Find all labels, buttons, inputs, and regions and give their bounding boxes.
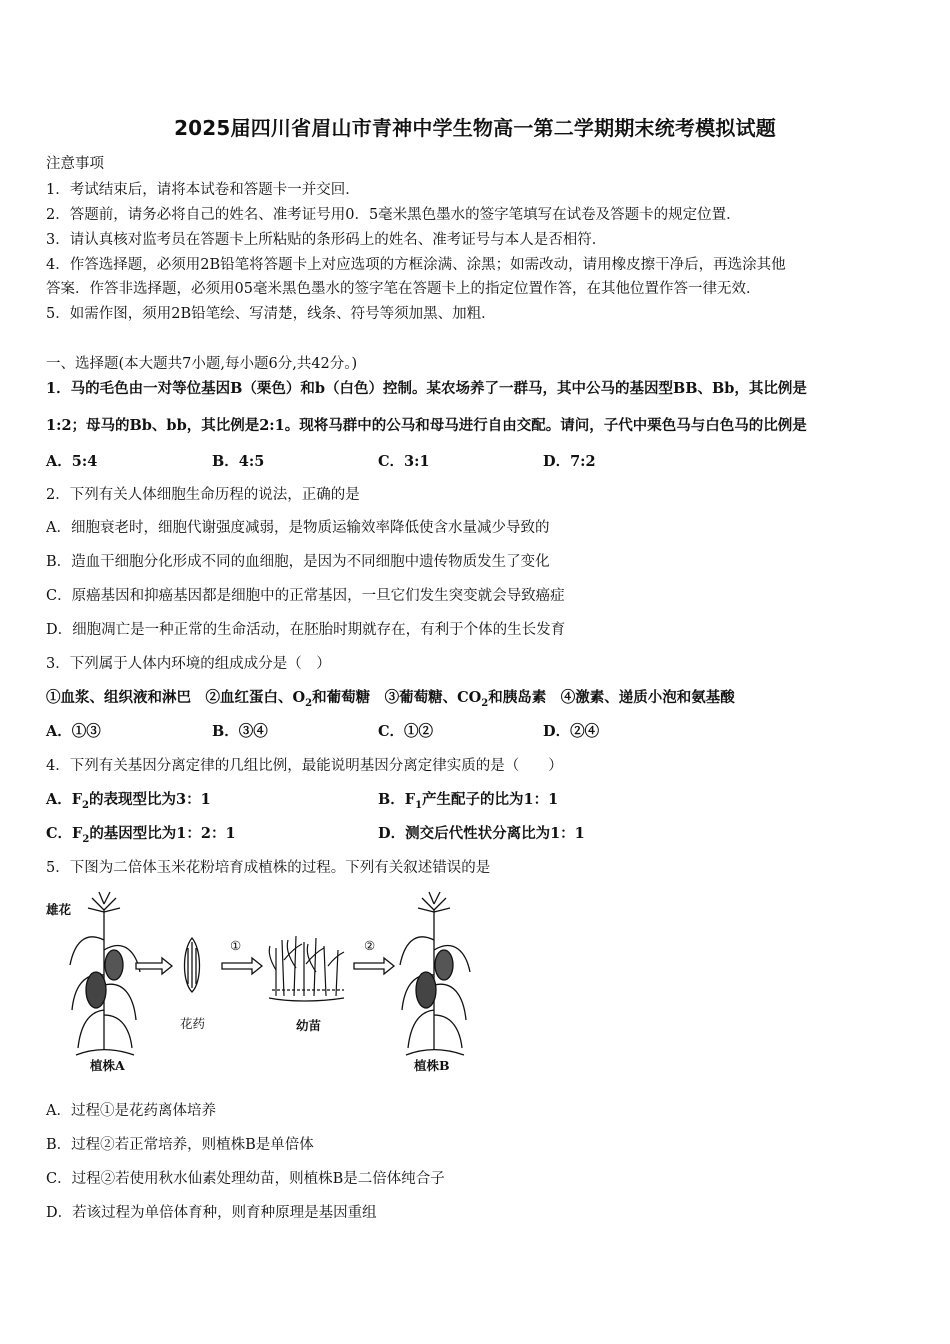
q5-option-c: C．过程②若使用秋水仙素处理幼苗，则植株B是二倍体纯合子 [46, 1171, 445, 1187]
q3-items-part: 和葡萄糖 ③葡萄糖、CO [312, 689, 482, 706]
q1-stem-line2: 1:2；母马的Bb、bb，其比例是2:1。现将马群中的公马和母马进行自由交配。请问，子代中栗色马与白色马的比例是 [46, 417, 807, 434]
section-header: 一、选择题(本大题共7小题,每小题6分,共42分。) [46, 356, 358, 372]
arrow-icon [222, 958, 262, 974]
plant-b-drawing [400, 892, 470, 1055]
subscript: 1 [415, 799, 423, 811]
q4-option-b [378, 788, 558, 811]
seedling-drawing [269, 936, 344, 1001]
q3-option-c: C．①② [378, 723, 434, 740]
q4-stem: 4．下列有关基因分离定律的几组比例，最能说明基因分离定律实质的是（ ） [46, 758, 563, 774]
subscript: 2 [305, 697, 313, 709]
q5-option-b: B．过程②若正常培养，则植株B是单倍体 [46, 1137, 314, 1153]
q2-option-a: A．细胞衰老时，细胞代谢强度减弱，是物质运输效率降低使含水量减少导致的 [46, 520, 550, 536]
q1-option-b: B．4:5 [212, 453, 265, 470]
anther-drawing [185, 938, 200, 992]
q5-option-a: A．过程①是花药离体培养 [46, 1103, 216, 1119]
q3-items [46, 686, 735, 709]
q1-option-a: A．5:4 [46, 453, 98, 470]
label-seedling: 幼苗 [296, 1018, 322, 1033]
q4-option-text: 的表现型比为3：1 [89, 791, 211, 808]
q3-option-a: A．①③ [46, 723, 101, 740]
q5-option-d: D．若该过程为单倍体育种，则育种原理是基因重组 [46, 1205, 377, 1221]
q3-stem: 3．下列属于人体内环境的组成成分是（ ） [46, 656, 331, 672]
corn-culture-diagram [44, 890, 484, 1078]
q4-option-text: C．F [46, 825, 83, 842]
q4-option-text: B．F [378, 791, 416, 808]
exam-title: 2025届四川省眉山市青神中学生物高一第二学期期末统考模拟试题 [174, 116, 776, 140]
q2-option-d: D．细胞凋亡是一种正常的生命活动，在胚胎时期就存在，有利于个体的生长发育 [46, 622, 566, 638]
label-male-flower: 雄花 [46, 902, 72, 917]
q2-option-c: C．原癌基因和抑癌基因都是细胞中的正常基因，一旦它们发生突变就会导致癌症 [46, 588, 565, 604]
q5-figure [44, 890, 484, 1078]
q4-option-c [46, 822, 236, 845]
subscript: 2 [82, 799, 90, 811]
q3-option-b: B．③④ [212, 723, 268, 740]
notice-item: 2．答题前，请务必将自己的姓名、准考证号用0．5毫米黑色墨水的签字笔填写在试卷及答题卡的规定位置． [46, 207, 741, 223]
q4-option-a [46, 788, 211, 811]
q4-option-text: A．F [46, 791, 83, 808]
q4-option-text: 产生配子的比为1：1 [422, 791, 559, 808]
q2-option-b: B．造血干细胞分化形成不同的血细胞，是因为不同细胞中遗传物质发生了变化 [46, 554, 550, 570]
arrow-icon [354, 958, 394, 974]
label-anther: 花药 [180, 1016, 206, 1031]
notice-item: 3．请认真核对监考员在答题卡上所粘贴的条形码上的姓名、准考证号与本人是否相符． [46, 232, 607, 248]
notice-item: 4．作答选择题，必须用2B铅笔将答题卡上对应选项的方框涂满、涂黑；如需改动，请用橡皮擦干净后，再选涂其他 [46, 257, 786, 273]
q3-option-d: D．②④ [543, 723, 600, 740]
subscript: 2 [481, 697, 489, 709]
notice-heading: 注意事项 [46, 156, 104, 172]
q4-option-d: D．测交后代性状分离比为1：1 [378, 825, 585, 842]
notice-item: 5．如需作图，须用2B铅笔绘、写清楚，线条、符号等须加黑、加粗． [46, 306, 496, 322]
label-plant-a: 植株A [90, 1058, 125, 1073]
notice-item: 答案．作答非选择题，必须用05毫米黑色墨水的签字笔在答题卡上的指定位置作答，在其他位置作答一律无效． [46, 281, 761, 297]
subscript: 2 [82, 833, 90, 845]
q2-stem: 2．下列有关人体细胞生命历程的说法，正确的是 [46, 487, 360, 503]
label-plant-b: 植株B [414, 1058, 450, 1073]
plant-a-drawing [70, 892, 140, 1055]
q1-stem-line1: 1．马的毛色由一对等位基因B（栗色）和b（白色）控制。某农场养了一群马，其中公马的基因型BB、Bb，其比例是 [46, 380, 807, 397]
q1-option-d: D．7:2 [543, 453, 596, 470]
arrow-icon [136, 958, 172, 974]
q5-stem: 5．下图为二倍体玉米花粉培育成植株的过程。下列有关叙述错误的是 [46, 860, 491, 876]
q1-option-c: C．3:1 [378, 453, 430, 470]
label-step-2: ② [364, 938, 376, 953]
label-step-1: ① [230, 938, 242, 953]
q4-option-text: 的基因型比为1：2：1 [89, 825, 236, 842]
q3-items-part: 和胰岛素 ④激素、递质小泡和氨基酸 [488, 689, 735, 706]
q3-items-part: ①血浆、组织液和淋巴 ②血红蛋白、O [46, 689, 306, 706]
notice-item: 1．考试结束后，请将本试卷和答题卡一并交回． [46, 182, 360, 198]
